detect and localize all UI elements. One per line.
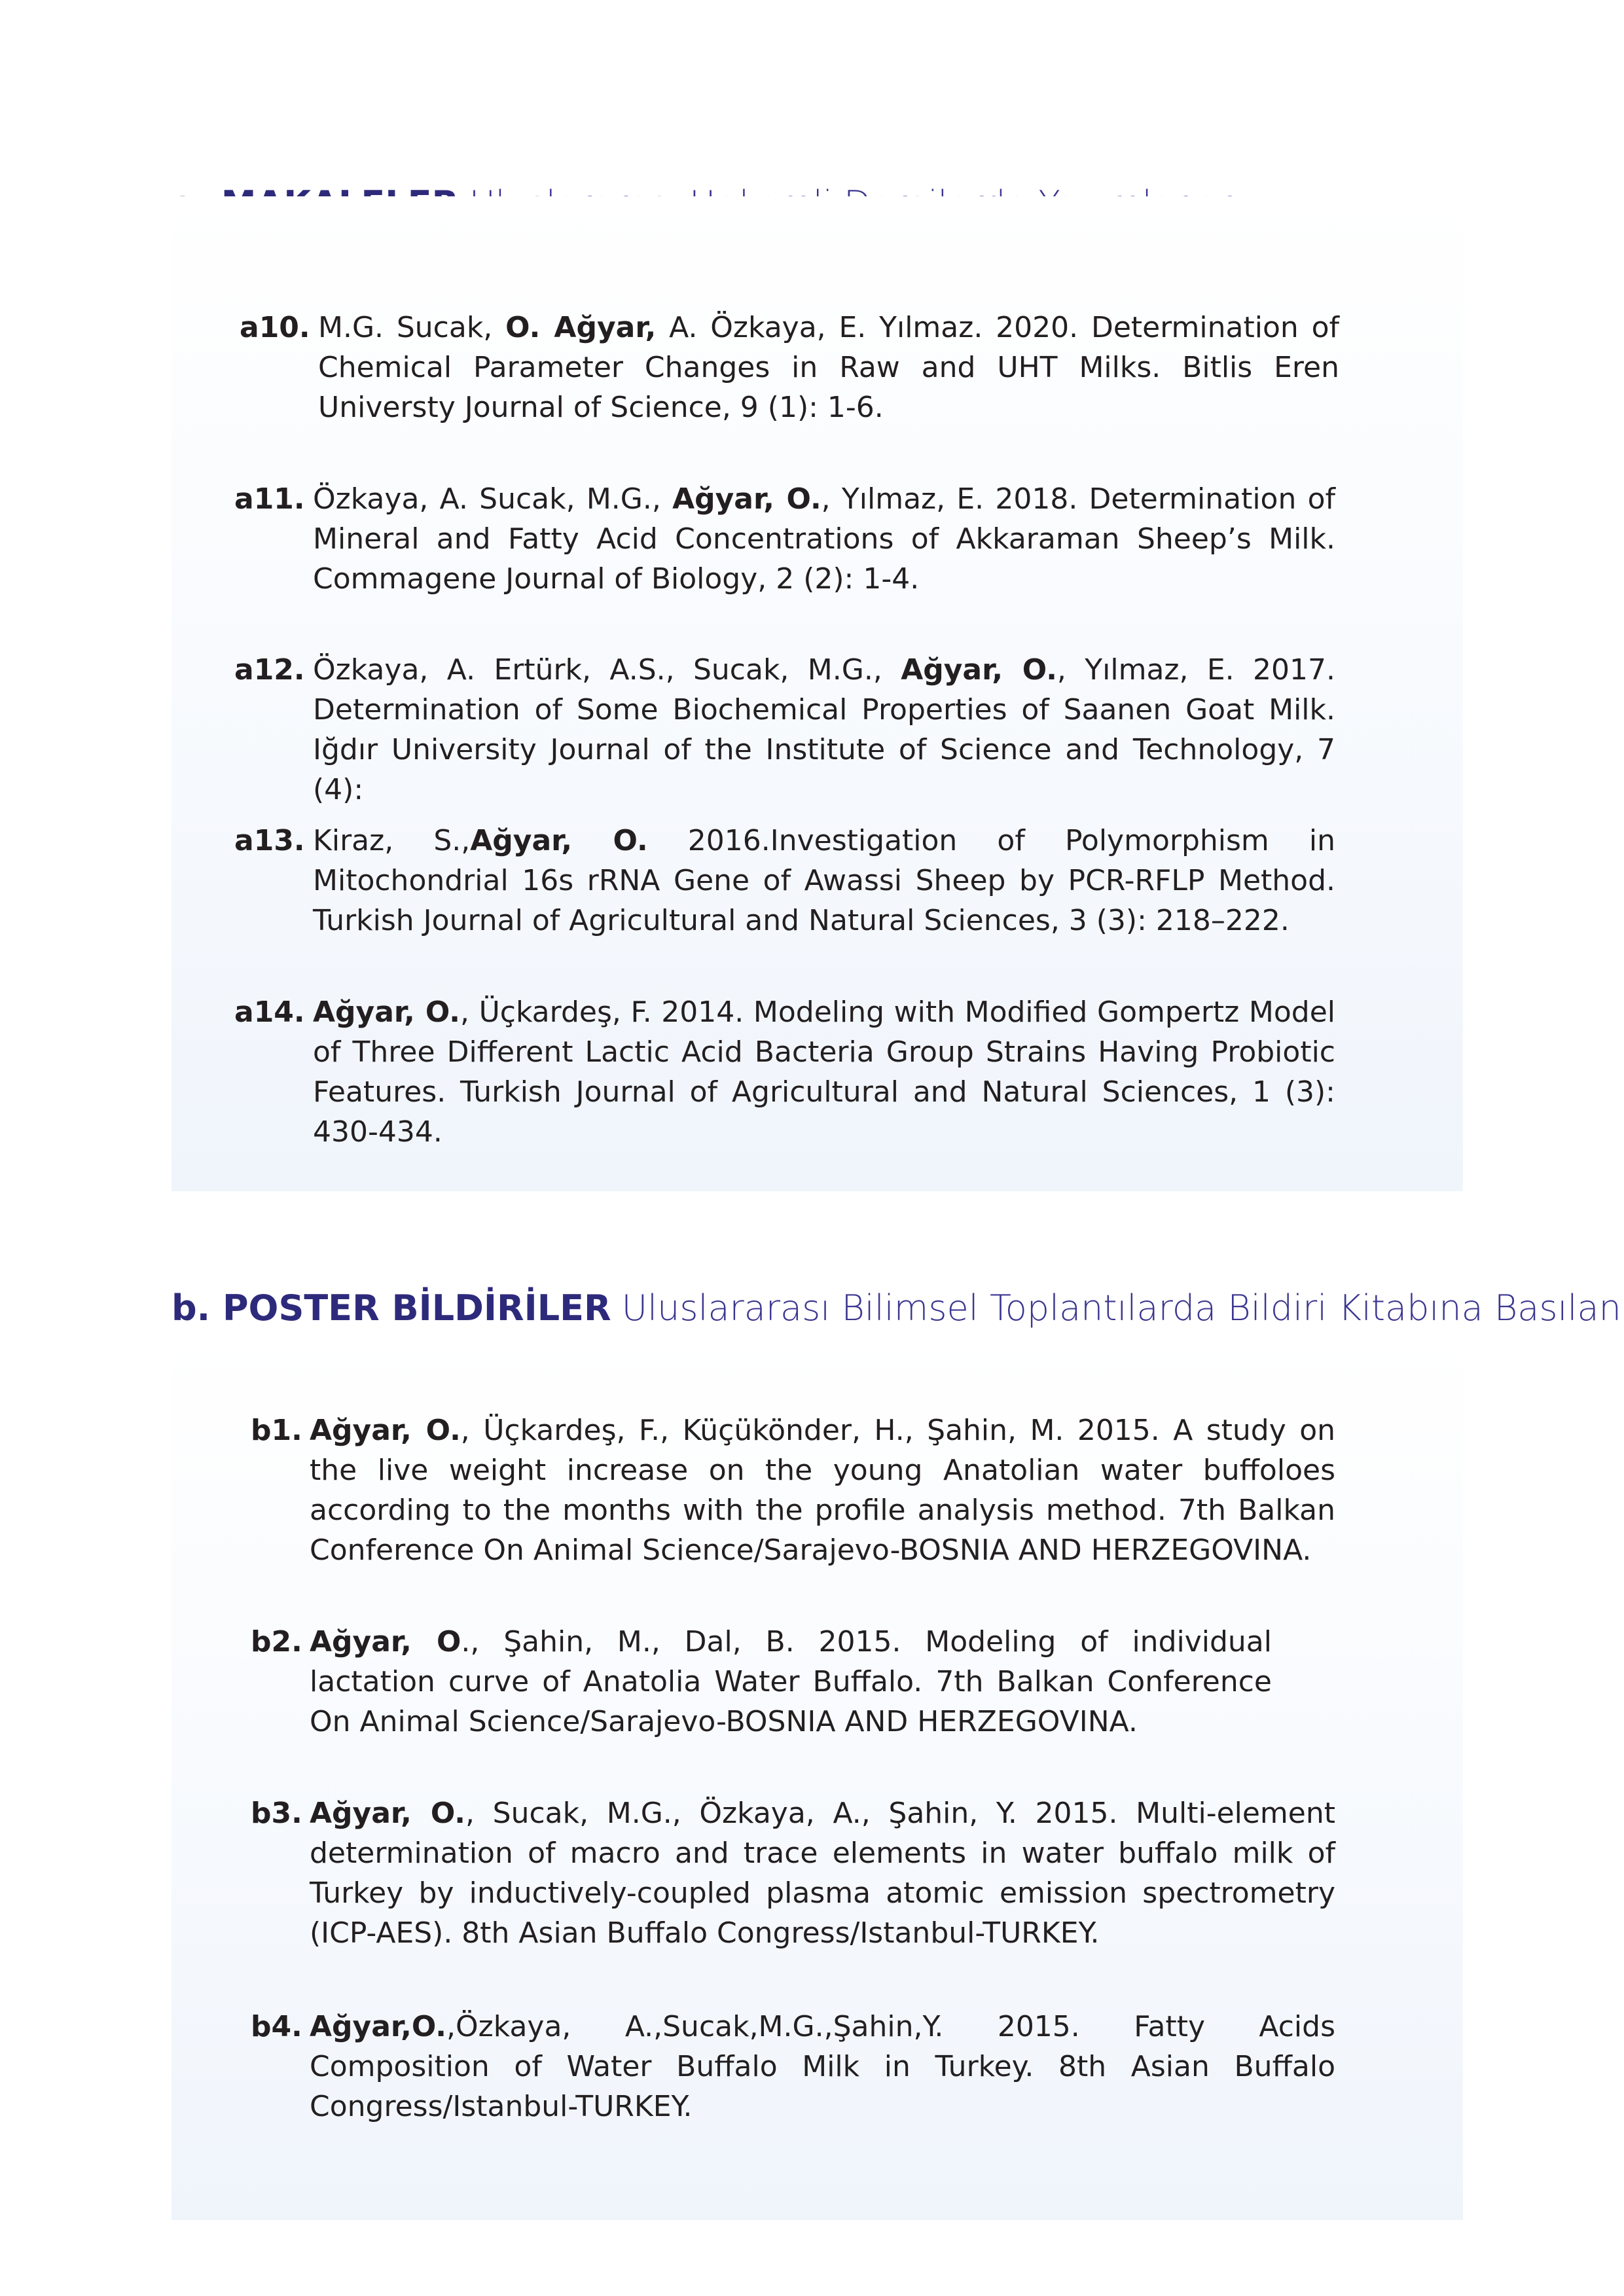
entry-number: a10. xyxy=(240,311,310,344)
highlighted-author: Ağyar, O. xyxy=(901,653,1057,687)
entry-number: a13. xyxy=(234,824,305,857)
highlighted-author: Ağyar, O xyxy=(310,1625,461,1659)
entry-text: Kiraz, S.,Ağyar, O. 2016.Investigation of Polymorphism in Mitochondrial 16s rRNA Gene of Awassi Sheep by PCR-RFLP Method. Turkish Journal of Agricultural and Natural Sciences, 3 (3): 218–222. xyxy=(313,824,1336,937)
entry-number: b3. xyxy=(251,1797,302,1830)
entry-text: Özkaya, A. Sucak, M.G., Ağyar, O., Yılmaz, E. 2018. Determination of Mineral and Fatty Acid Concentrations of Akkaraman Sheep’s Milk. Commagene Journal of Biology, 2 (2): 1-4. xyxy=(313,482,1336,596)
highlighted-author: Ağyar, O. xyxy=(470,824,648,857)
entry-number: b1. xyxy=(251,1414,302,1447)
highlighted-author: Ağyar, O. xyxy=(310,1797,466,1830)
highlighted-author: Ağyar,O. xyxy=(310,2010,447,2043)
entry-number: a12. xyxy=(234,653,305,687)
entry-number: a14. xyxy=(234,996,305,1029)
entry-text: M.G. Sucak, O. Ağyar, A. Özkaya, E. Yılmaz. 2020. Determination of Chemical Parameter Changes in Raw and UHT Milks. Bitlis Eren Universty Journal of Science, 9 (1): 1-6. xyxy=(318,311,1339,424)
highlighted-author: Ağyar, O. xyxy=(313,996,460,1029)
entry-number: a11. xyxy=(234,482,305,516)
section-b-subtitle: Uluslararası Bilimsel Toplantılarda Bildiri Kitabına Basılan xyxy=(621,1287,1621,1329)
section-b-header xyxy=(171,1287,1621,1329)
entry-text: Ağyar, O., Sucak, M.G., Özkaya, A., Şahin, Y. 2015. Multi-element determination of macro and trace elements in water buffalo milk of Turkey by inductively-coupled plasma atomic emission spectrometry (ICP-AES). 8th Asian Buffalo Congress/Istanbul-TURKEY. xyxy=(310,1797,1336,1950)
highlighted-author: O. Ağyar, xyxy=(505,311,657,344)
entry-number: b2. xyxy=(251,1625,302,1659)
entry-text: Ağyar, O., Üçkardeş, F. 2014. Modeling with Modified Gompertz Model of Three Different Lactic Acid Bacteria Group Strains Having Probiotic Features. Turkish Journal of Agricultural and Natural Sciences, 1 (3): 430-434. xyxy=(313,996,1335,1149)
section-b-title: b. POSTER BİLDİRİLER xyxy=(171,1287,611,1329)
highlighted-author: Ağyar, O. xyxy=(310,1414,461,1447)
entry-text: Özkaya, A. Ertürk, A.S., Sucak, M.G., Ağyar, O., Yılmaz, E. 2017. Determination of Some Biochemical Properties of Saanen Goat Milk. Iğdır University Journal of the Institute of Science and Technology, 7 (4): xyxy=(313,653,1336,806)
entry-text: Ağyar, O., Şahin, M., Dal, B. 2015. Modeling of individual lactation curve of Anatolia Water Buffalo. 7th Balkan Conference On Animal Science/Sarajevo-BOSNIA AND HERZEGOVINA. xyxy=(310,1625,1272,1738)
highlighted-author: Ağyar, O. xyxy=(672,482,821,516)
entry-text: Ağyar,O.,Özkaya, A.,Sucak,M.G.,Şahin,Y. 2015. Fatty Acids Composition of Water Buffalo Milk in Turkey. 8th Asian Buffalo Congress/Istanbul-TURKEY. xyxy=(310,2010,1335,2123)
entry-number: b4. xyxy=(251,2010,302,2043)
entry-text: Ağyar, O., Üçkardeş, F., Küçükönder, H., Şahin, M. 2015. A study on the live weight increase on the young Anatolian water buffoloes according to the months with the profile analysis method. 7th Balkan Conference On Animal Science/Sarajevo-BOSNIA AND HERZEGOVINA. xyxy=(310,1414,1336,1567)
